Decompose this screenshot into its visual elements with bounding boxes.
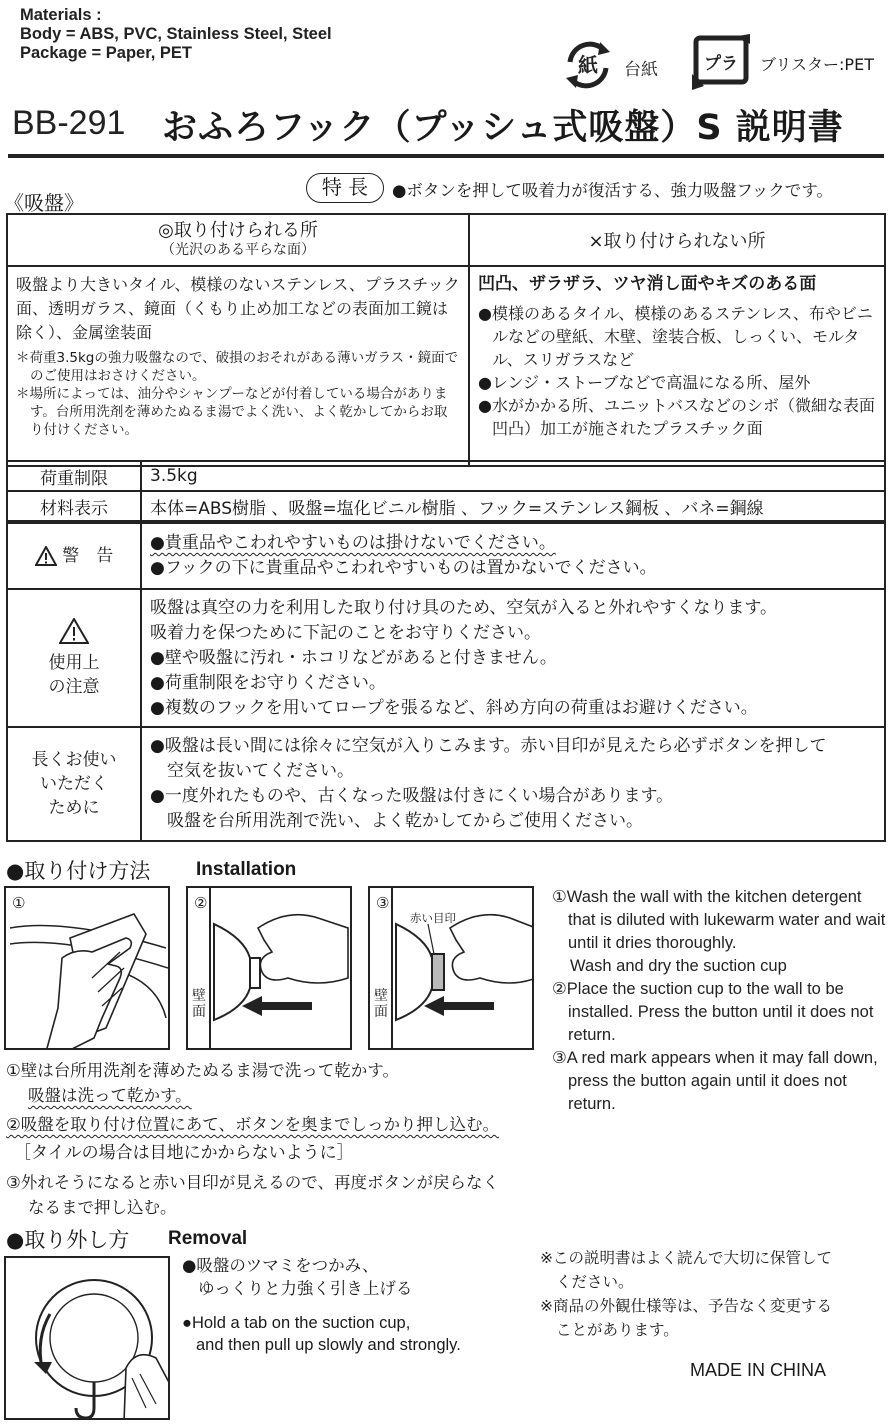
material-value: 本体=ABS樹脂 、吸盤=塩化ビニル樹脂 、フック=ステンレス鋼板 、バネ=鋼線 [141,491,885,521]
warning-line: ●貴重品やこわれやすいものは掛けないでください。 [150,533,556,553]
model-number: BB-291 [12,104,126,142]
warning-body [141,523,885,589]
page-title: おふろフック（プッシュ式吸盤）S 説明書 [162,108,844,148]
caution-line: ●荷重制限をお守りください。 [150,672,386,693]
section-suction-cup: 《吸盤》 [4,191,84,215]
care-line: 吸盤を台所用洗剤で洗い、よく乾かしてからご使用ください。 [167,811,643,831]
installation-heading-en: Installation [196,859,297,880]
title-divider [8,154,884,158]
materials-line: Body = ABS, PVC, Stainless Steel, Steel [20,25,332,43]
care-line: ●吸盤は長い間には徐々に空気が入りこみます。赤い目印が見えたら必ずボタンを押して [150,736,827,756]
ng-item: ●水がかかる所、ユニットバスなどのシボ（微細な表面凹凸）加工が施されたプラスチック面 [478,396,876,438]
red-mark-label: 赤い目印 [410,911,456,925]
panel-number: ② [194,894,208,912]
jp-step: ②吸盤を取り付け位置にあて、ボタンを奥までしっかり押し込む。 [6,1115,499,1134]
paper-recycle-icon [560,40,616,90]
care-label: ために [48,798,100,818]
installation-heading: ●取り付け方法 [6,859,151,883]
en-step: ②Place the suction cup to the wall to be installed. Press the button until it does not return. [552,980,874,1044]
press-suction-cup-icon [188,888,352,1050]
jp-step: ［タイルの場合は目地にかからないように］ [14,1143,354,1163]
materials-line: Materials : [20,6,102,24]
warning-table [6,522,886,842]
removal-line: and then pull up slowly and strongly. [196,1336,461,1354]
jp-step: ①壁は台所用洗剤を薄めたぬるま湯で洗って乾かす。 [6,1061,399,1080]
ng-heading: ×取り付けられない所 [469,214,885,266]
warning-label: 警 告 [62,546,114,566]
plastic-symbol-text: プラ [704,54,738,74]
install-step-3-illustration [368,886,534,1050]
care-label-cell [7,727,141,841]
feature-badge: 特 長 [306,173,384,203]
en-step: ①Wash the wall with the kitchen detergent that is diluted with lukewarm water and wait until it dries thoroughly. [552,888,886,952]
caution-label: 使用上 [48,652,100,673]
pull-tab-hand-icon [6,1258,170,1420]
care-label: いただく [40,774,108,794]
plastic-recycle-label: ブリスター:PET [760,55,874,74]
caution-label: の注意 [48,676,100,697]
materials-line: Package = Paper, PET [20,44,192,62]
placement-table [6,213,886,467]
ok-cell [7,266,469,466]
caution-icon [59,618,89,644]
caution-label-cell [7,589,141,727]
removal-heading-en: Removal [168,1228,248,1249]
made-in-label: MADE IN CHINA [690,1360,827,1380]
material-label: 材料表示 [7,491,141,521]
install-step-1-illustration [4,886,170,1050]
care-line: 空気を抜いてください。 [167,761,354,781]
ng-item: ●レンジ・ストーブなどで高温になる所、屋外 [478,373,811,392]
panel-number: ③ [376,894,390,912]
ng-item: ●模様のあるタイル、模様のあるステンレス、布やビニルなどの壁紙、木壁、塗装合板、しっくい、モルタル、スリガラスなど [478,304,873,369]
ok-heading: ◎取り付けられる所 [158,220,318,241]
note-line: ※商品の外観仕様等は、予告なく変更する [540,1297,832,1315]
en-step: Wash and dry the suction cup [570,957,787,975]
feature-text: ●ボタンを押して吸着力が復活する、強力吸盤フックです。 [392,181,833,200]
ok-note: ＊荷重3.5kgの強力吸盤なので、破損のおそれがある薄いガラス・鏡面でのご使用はおさけください。 [16,350,459,384]
jp-step: 吸盤は洗って乾かす。 [28,1086,192,1105]
ng-bold-text: 凹凸、ザラザラ、ツヤ消し面やキズのある面 [478,274,817,294]
jp-step: ③外れそうになると赤い目印が見えるので、再度ボタンが戻らなく [6,1173,499,1192]
warning-line: ●フックの下に貴重品やこわれやすいものは置かないでください。 [150,558,657,578]
removal-illustration [4,1256,170,1420]
care-line: ●一度外れたものや、古くなった吸盤は付きにくい場合があります。 [150,786,674,806]
removal-line: ●Hold a tab on the suction cup, [182,1314,411,1332]
caution-line: ●複数のフックを用いてロープを張るなど、斜め方向の荷重はお避けください。 [150,697,758,718]
english-install-steps [552,886,888,1116]
wall-label: 壁面 [374,988,388,1020]
warning-label-cell [7,523,141,589]
plastic-recycle-icon [690,34,752,90]
load-label: 荷重制限 [7,461,141,491]
caution-line: ●壁や吸盤に汚れ・ホコリなどがあると付きません。 [150,647,557,668]
caution-line: 吸盤は真空の力を利用した取り付け具のため、空気が入ると外れやすくなります。 [150,597,777,618]
warning-icon [35,546,57,566]
jp-step: なるまで押し込む。 [28,1198,177,1217]
care-label: 長くお使い [31,750,117,770]
caution-line: 吸着力を保つために下記のことをお守りください。 [150,622,541,643]
removal-heading: ●取り外し方 [6,1228,130,1252]
wiping-hand-icon [6,888,170,1050]
removal-jp-text [182,1254,412,1300]
ok-body: 吸盤より大きいタイル、模様のないステンレス、プラスチック面、透明ガラス、鏡面（くもり止め加工などの表面加工鏡は除く）、金属塗装面 [16,275,460,342]
ok-note: ＊場所によっては、油分やシャンプーなどが付着している場合があります。台所用洗剤を薄めたぬるま湯でよく洗い、よく乾かしてからお取り付けください。 [16,386,448,438]
ok-header [7,214,469,266]
note-line: ことがあります。 [556,1321,679,1339]
ok-subheading: （光沢のある平らな面） [161,242,315,258]
japanese-install-steps [6,1058,546,1220]
ng-cell [469,266,885,466]
removal-en-text [182,1312,461,1356]
removal-line: ゆっくりと力強く引き上げる [198,1279,413,1298]
en-step: ③A red mark appears when it may fall down, press the button again until it does not return. [552,1049,878,1113]
note-line: ください。 [556,1273,634,1291]
caution-body [141,589,885,727]
paper-symbol-text: 紙 [578,53,598,77]
panel-number: ① [12,894,26,912]
materials-block [20,6,332,63]
note-line: ※この説明書はよく読んで大切に保管して [540,1249,832,1267]
title-row [12,100,882,154]
load-value: 3.5kg [141,461,885,491]
spec-table [6,460,886,522]
install-step-2-illustration [186,886,352,1050]
removal-line: ●吸盤のツマミをつかみ、 [182,1256,379,1275]
paper-recycle-label: 台紙 [624,60,658,80]
care-body [141,727,885,841]
notes-block [540,1246,832,1342]
wall-label: 壁面 [192,988,206,1020]
